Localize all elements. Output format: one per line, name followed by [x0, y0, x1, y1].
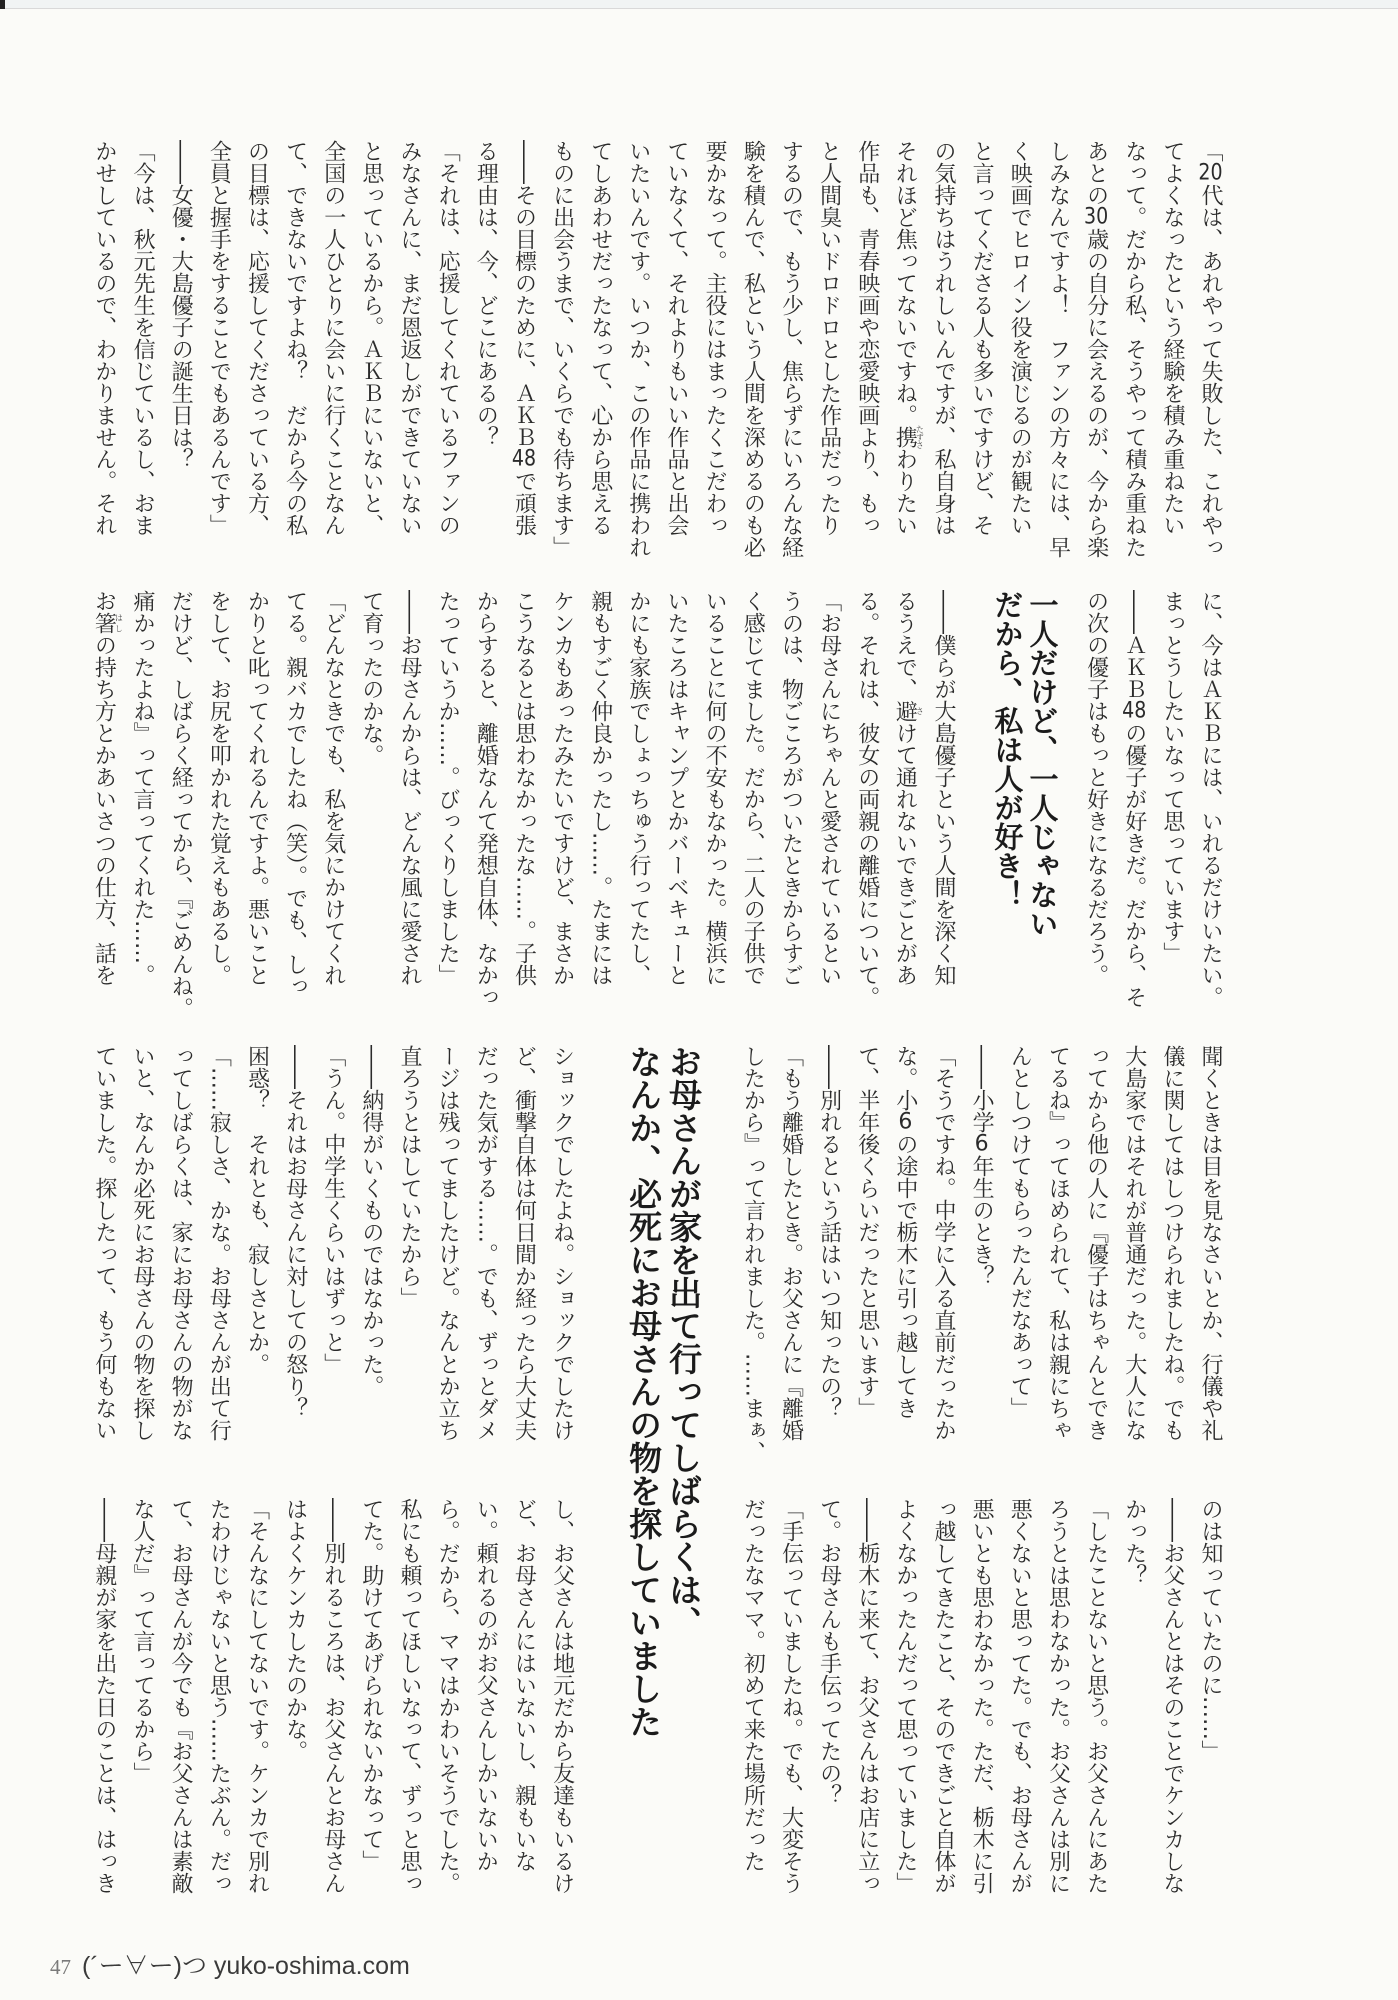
text-column: 「……寂しさ、かな。お母さんが出て行 — [206, 1045, 232, 1441]
text-tier-1 — [84, 140, 1229, 558]
text-column: 痛かったよね』って言ってくれた……。 — [130, 590, 156, 986]
text-column: ろうとは思わなかった。お父さんは別に — [1045, 1498, 1071, 1894]
text-column: 作品も、青春映画や恋愛映画より、もっ — [854, 140, 880, 536]
text-column: かった？ — [1121, 1498, 1147, 1586]
interviewer-question: ――ＡＫＢ48の優子が好きだ。だから、そ — [1121, 590, 1147, 1008]
text-column: ケンカもあったみたいですけど、まさか — [549, 590, 575, 986]
heading-line: だから、私は人が好き！ — [990, 590, 1025, 909]
text-column: 困惑？ それとも、寂しさとか。 — [244, 1045, 270, 1375]
text-column: ていなくて、それよりもいい作品と出会 — [664, 140, 690, 536]
text-column: たっていうか……。びっくりしました」 — [435, 590, 461, 986]
text-tier-4 — [84, 1498, 1229, 1898]
text-column: ど、衝撃自体は何日間か経ったら大丈夫 — [511, 1045, 537, 1441]
scan-corner-mark — [0, 0, 5, 9]
text-column: だったなママ。初めて来た場所だった — [740, 1498, 766, 1872]
text-column: 験を積んで、私という人間を深めるのも必 — [740, 140, 766, 558]
text-column: っ越してきたこと、そのできごと自体が — [931, 1498, 957, 1894]
text-column: て育ったのかな。 — [358, 590, 384, 766]
text-column: ていました。探したって、もう何もない — [91, 1045, 117, 1441]
text-column: ら。だから、ママはかわいそうでした。 — [435, 1498, 461, 1894]
text-column: 「うん。中学生くらいはずっと」 — [320, 1045, 346, 1375]
text-column: 儀に関してはしつけられましたね。でも — [1159, 1045, 1185, 1441]
text-column: まっとうしたいなって思っています」 — [1159, 590, 1185, 964]
text-column: と思っているから。ＡＫＢにいないと、 — [358, 140, 384, 536]
text-column: ってしばらくは、家にお母さんの物がな — [168, 1045, 194, 1441]
interviewer-question: ――納得がいくものではなかった。 — [358, 1045, 384, 1397]
text-column: 「お母さんにちゃんと愛されているとい — [816, 590, 842, 986]
text-column: て。お母さんも手伝ってたの？ — [816, 1498, 842, 1806]
text-column: したから』って言われました。……まぁ、 — [740, 1045, 766, 1463]
text-column: いと、なんか必死にお母さんの物を探し — [130, 1045, 156, 1441]
furigana: さ — [915, 700, 925, 722]
interviewer-question: ――女優・大島優子の誕生日は？ — [168, 140, 194, 470]
text-column: いたいんです。いつか、この作品に携われ — [625, 140, 651, 558]
text-column: 全国の一人ひとりに会いに行くことなん — [320, 140, 346, 536]
text-column: いたころはキャンプとかバーベキューと — [664, 590, 690, 986]
text-column: みなさんに、まだ恩返しができていない — [397, 140, 423, 536]
text-column: てた。助けてあげられないかなって」 — [358, 1498, 384, 1872]
text-column: するので、もう少し、焦らずにいろんな経 — [778, 140, 804, 558]
text-column: てるね』ってほめられて、私は親にちゃ — [1045, 1045, 1071, 1441]
interviewer-question: ――別れるという話はいつ知ったの？ — [816, 1045, 842, 1419]
text-column: 「どんなときでも、私を気にかけてくれ — [320, 590, 346, 986]
text-segment: それほど焦ってないですね。 — [892, 140, 918, 426]
text-column: てしあわせだったなって、心から思える — [587, 140, 613, 536]
text-column: てよくなったという経験を積み重ねたい — [1159, 140, 1185, 536]
text-column: いることに何の不安もなかった。横浜に — [702, 590, 728, 986]
furigana: たずさ — [915, 425, 925, 449]
text-column: しみなんですよ！ ファンの方々には、早 — [1045, 140, 1071, 558]
interviewer-question: ――お父さんとはそのことでケンカしな — [1159, 1498, 1185, 1894]
text-column: 悪くないと思ってた。でも、お母さんが — [1007, 1498, 1033, 1894]
heading-spacer — [581, 1498, 734, 1898]
text-column: だった気がする……。でも、ずっとダメ — [473, 1045, 499, 1441]
text-column: ものに出会うまで、いくらでも待ちます」 — [549, 140, 575, 558]
interviewer-question: ――母親が家を出た日のことは、はっき — [91, 1498, 117, 1894]
text-column: からすると、離婚なんて発想自体、なかっ — [473, 590, 499, 1008]
text-column: の目標は、応援してくださっている方、 — [244, 140, 270, 536]
text-column: かりと叱ってくれるんですよ。悪いこと — [244, 590, 270, 986]
furigana: はし — [114, 612, 124, 634]
heading-line: お母さんが家を出て行ってしばらくは、 — [664, 1045, 704, 1639]
text-column: ージは残ってましたけど。なんとか立ち — [435, 1045, 461, 1441]
text-segment: けて通れないできごとがあ — [892, 722, 918, 986]
text-column: て、お母さんが今でも『お父さんは素敵 — [168, 1498, 194, 1894]
text-column: かせしているので、わかりません。それ — [91, 140, 117, 536]
heading-line: なんか、必死にお母さんの物を探していました — [624, 1045, 664, 1738]
text-column: 私にも頼ってほしいなって、ずっと思っ — [397, 1498, 423, 1894]
text-segment: の持ち方とかあいさつの仕方、話を — [91, 634, 117, 986]
text-column: をして、お尻を叩かれた覚えもあるし。 — [206, 590, 232, 986]
text-column: 親もすごく仲良かったし……。たまには — [587, 590, 613, 986]
interviewer-question: ――その目標のために、ＡＫＢ48で頑張 — [511, 140, 537, 536]
heading-line: 一人だけど、一人じゃない — [1025, 590, 1060, 938]
interviewer-question: ――別れるころは、お父さんとお母さん — [320, 1498, 346, 1894]
ruby-base: 箸 — [91, 612, 117, 634]
text-column: る。それは、彼女の両親の離婚について。 — [854, 590, 880, 1008]
text-column: 「したことないと思う。お父さんにあた — [1083, 1498, 1109, 1894]
section-heading-2 — [581, 1045, 734, 1738]
ruby-annotation — [892, 700, 925, 722]
ruby-annotation — [892, 425, 925, 449]
scan-top-edge — [0, 0, 1398, 9]
text-column: たわけじゃないと思う……たぶん。だっ — [206, 1498, 232, 1894]
text-tier-2 — [84, 590, 1229, 1019]
interviewer-question: ――小学6年生のとき？ — [969, 1045, 995, 1287]
ruby-annotation — [91, 612, 124, 634]
text-column: よくなかったんだって思っていました」 — [892, 1498, 918, 1894]
text-column: 直ろうとはしていたから」 — [397, 1045, 423, 1309]
text-column: 「そんなにしてないです。ケンカで別れ — [244, 1498, 270, 1894]
text-column: の次の優子はもっと好きになるだろう。 — [1083, 590, 1109, 986]
text-column: 「それは、応援してくれているファンの — [435, 140, 461, 536]
text-column-with-furigana — [886, 590, 924, 990]
text-column: て、半年後くらいだったと思います」 — [854, 1045, 880, 1419]
text-column: だけど、しばらく経ってから、『ごめんね。 — [168, 590, 194, 1019]
text-column: ショックでしたよね。ショックでしたけ — [549, 1045, 575, 1441]
text-column: な。小6の途中で栃木に引っ越してき — [892, 1045, 918, 1419]
text-column: 全員と握手をすることでもあるんです」 — [206, 140, 232, 536]
text-column: く感じてました。だから、二人の子供で — [740, 590, 766, 986]
text-column: 要かなって。主役にはまったくこだわっ — [702, 140, 728, 536]
text-column-with-furigana — [886, 140, 924, 540]
page-footer — [50, 1946, 410, 1982]
section-heading-1 — [962, 590, 1076, 990]
text-column: 「もう離婚したとき。お父さんに『離婚 — [778, 1045, 804, 1441]
interviewer-question: ――栃木に来て、お父さんはお店に立っ — [854, 1498, 880, 1894]
ruby-base: 避 — [892, 700, 918, 722]
text-column: な人だ』って言ってるから」 — [130, 1498, 156, 1784]
text-column: ど、お母さんにはいないし、親もいな — [511, 1498, 537, 1872]
text-segment: わりたい — [892, 448, 918, 536]
text-column-with-furigana — [85, 590, 123, 990]
interviewer-question: ――それはお母さんに対しての怒り？ — [282, 1045, 308, 1419]
text-segment: るうえで、 — [892, 590, 918, 700]
text-column: の気持ちはうれしいんですが、私自身は — [931, 140, 957, 536]
text-column: はよくケンカしたのかな。 — [282, 1498, 308, 1762]
text-column: と言ってくださる人も多いですけど、そ — [969, 140, 995, 536]
text-column: る理由は、今、どこにあるの？ — [473, 140, 499, 448]
text-column: てる。親バカでしたね（笑）。でも、しっ — [282, 590, 308, 997]
text-column: に、今はＡＫＢには、いれるだけいたい。 — [1198, 590, 1223, 1008]
text-column: 悪いとも思わなかった。ただ、栃木に引 — [969, 1498, 995, 1894]
text-column: い。頼れるのがお父さんしかいないか — [473, 1498, 499, 1872]
text-column: のは知っていたのに……」 — [1198, 1498, 1223, 1762]
text-column: く映画でヒロイン役を演じるのが観たい — [1007, 140, 1033, 536]
text-column: 「そうですね。中学に入る直前だったか — [931, 1045, 957, 1441]
text-segment: お — [91, 590, 117, 612]
text-column: 大島家ではそれが普通だった。大人にな — [1121, 1045, 1147, 1441]
text-column: うのは、物ごころがついたときからすご — [778, 590, 804, 986]
text-column: かにも家族でしょっちゅう行ってたし、 — [625, 590, 651, 986]
text-column: こうなるとは思わなかったな……。子供 — [511, 590, 537, 986]
text-column: 聞くときは目を見なさいとか、行儀や礼 — [1198, 1045, 1223, 1441]
interviewer-question: ――お母さんからは、どんな風に愛され — [397, 590, 423, 986]
text-column: 「20代は、あれやって失敗した、これやっ — [1198, 140, 1223, 558]
text-column: なって。だから私、そうやって積み重ねた — [1121, 140, 1147, 558]
text-column: あとの30歳の自分に会えるのが、今から楽 — [1083, 140, 1109, 558]
footer-url: (´ー∀ー)つ yuko-oshima.com — [82, 1952, 410, 1980]
text-column: ってから他の人に『優子はちゃんとでき — [1083, 1045, 1109, 1441]
ruby-base: 携 — [892, 425, 918, 449]
text-column: と人間臭いドロドロとした作品だったり — [816, 140, 842, 536]
interviewer-question: ――僕らが大島優子という人間を深く知 — [931, 590, 956, 986]
text-column: て、できないですよね？ だから今の私 — [282, 140, 308, 536]
text-column: んとしつけてもらったんだなあって」 — [1007, 1045, 1033, 1419]
text-column: し、お父さんは地元だから友達もいるけ — [549, 1498, 575, 1894]
text-column: 「手伝っていましたね。でも、大変そう — [778, 1498, 804, 1894]
page-number: 47 — [50, 1955, 71, 1979]
text-column: 「今は、秋元先生を信じているし、おま — [130, 140, 156, 536]
